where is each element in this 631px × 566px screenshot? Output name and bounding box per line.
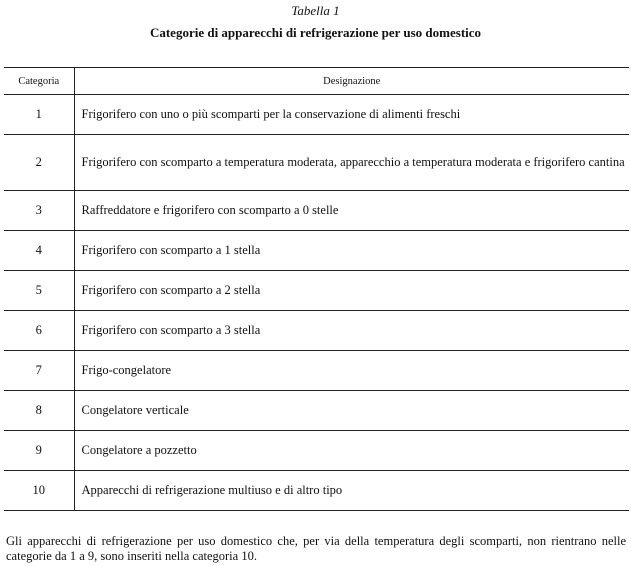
row-designazione: Frigorifero con uno o più scomparti per la conservazione di alimenti freschi <box>74 95 629 135</box>
header-designazione: Designazione <box>74 68 629 95</box>
table-row <box>4 351 629 391</box>
header-categoria: Categoria <box>4 68 74 95</box>
row-categoria: 1 <box>4 95 74 135</box>
row-designazione: Frigorifero con scomparto a 3 stella <box>74 311 629 351</box>
row-designazione: Congelatore verticale <box>74 391 629 431</box>
table-row <box>4 271 629 311</box>
table-caption: Tabella 1 <box>291 3 340 18</box>
table-row <box>4 191 629 231</box>
categories-table <box>4 67 629 511</box>
row-designazione: Congelatore a pozzetto <box>74 431 629 471</box>
table-row <box>4 391 629 431</box>
table-row <box>4 471 629 511</box>
row-categoria: 8 <box>4 391 74 431</box>
table-row <box>4 95 629 135</box>
footnote: Gli apparecchi di refrigerazione per uso domestico che, per via della temperatura degli scomparti, non rientrano nelle categorie da 1 a 9, sono inseriti nella categoria 10. <box>6 534 626 563</box>
row-categoria: 10 <box>4 471 74 511</box>
row-designazione: Frigorifero con scomparto a 2 stella <box>74 271 629 311</box>
row-categoria: 2 <box>4 135 74 191</box>
table-row <box>4 231 629 271</box>
row-designazione: Frigorifero con scomparto a 1 stella <box>74 231 629 271</box>
row-designazione: Frigo-congelatore <box>74 351 629 391</box>
table-row <box>4 431 629 471</box>
row-categoria: 3 <box>4 191 74 231</box>
row-designazione: Frigorifero con scomparto a temperatura moderata, apparecchio a temperatura moderata e frigorifero cantina <box>74 135 629 191</box>
row-categoria: 6 <box>4 311 74 351</box>
row-categoria: 7 <box>4 351 74 391</box>
table-row <box>4 311 629 351</box>
row-designazione: Raffreddatore e frigorifero con scomparto a 0 stelle <box>74 191 629 231</box>
table-row <box>4 135 629 191</box>
row-categoria: 5 <box>4 271 74 311</box>
row-designazione: Apparecchi di refrigerazione multiuso e di altro tipo <box>74 471 629 511</box>
row-categoria: 9 <box>4 431 74 471</box>
row-categoria: 4 <box>4 231 74 271</box>
table-header-row <box>4 68 629 95</box>
table-title: Categorie di apparecchi di refrigerazione per uso domestico <box>149 25 482 40</box>
